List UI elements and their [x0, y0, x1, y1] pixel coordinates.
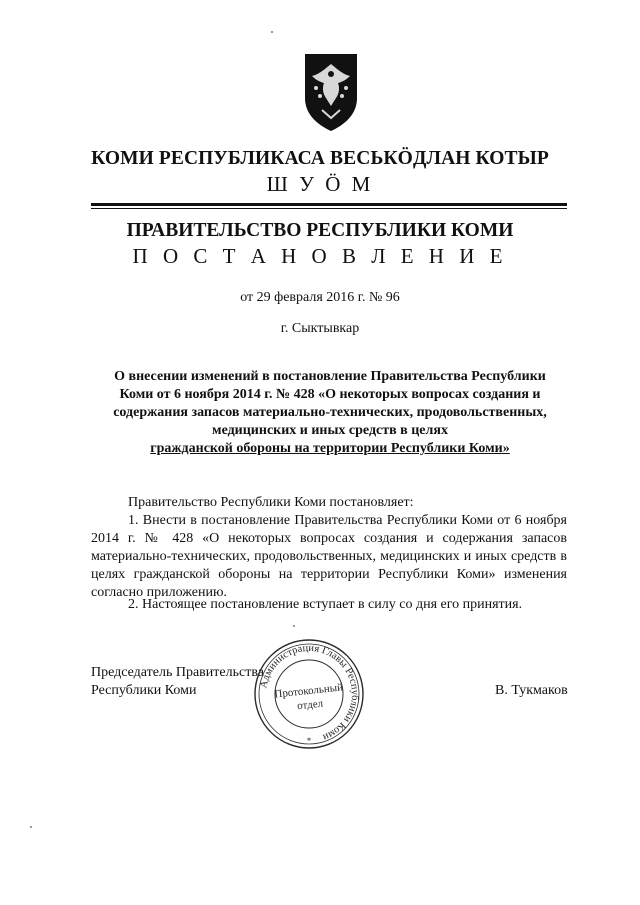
- header-komi-title: КОМИ РЕСПУБЛИКАСА ВЕСЬКӦДЛАН КОТЫР: [91, 148, 549, 169]
- signature-name: В. Тукмаков: [495, 683, 568, 698]
- signature-position-line1: Председатель Правительства: [91, 665, 264, 680]
- signature-position-line2: Республики Коми: [91, 683, 197, 698]
- body-item-1: 1. Внести в постановление Правительства Республики Коми от 6 ноября 2014 г. № 428 «О некоторых вопросах создания и содержания запасов материально-технических, продовольственных, медицинских и иных средств в целях гражданской обороны на территории Республики Коми» изменения согласно приложению.: [91, 513, 567, 600]
- signature-position: [91, 664, 264, 700]
- body-item-2: 2. Настоящее постановление вступает в силу со дня его принятия.: [128, 597, 523, 612]
- body-intro: Правительство Республики Коми постановляет:: [128, 495, 414, 510]
- scan-speck: [30, 826, 32, 828]
- scan-speck: [271, 31, 273, 33]
- header-doc-type: П О С Т А Н О В Л Е Н И Е: [132, 244, 508, 268]
- scan-speck: [293, 625, 295, 627]
- coat-of-arms-emblem: [302, 52, 360, 132]
- header-divider-thin: [91, 208, 567, 209]
- document-title: [110, 368, 550, 458]
- stamp-ring-text: Администрация Главы Республики Коми: [258, 642, 361, 743]
- header-divider-thick: [91, 203, 567, 206]
- document-city: г. Сыктывкар: [280, 321, 360, 336]
- header-komi-doc-type: Ш У Ӧ М: [266, 172, 374, 196]
- document-title-main: О внесении изменений в постановление Правительства Республики Коми от 6 ноября 2014 г. № 428 «О некоторых вопросах создания и содержания запасов материально-технических, продовольственных, медицинских и иных средств в целях: [113, 369, 547, 438]
- stamp-center-line1: Протокольный: [273, 681, 344, 701]
- stamp-center-line2: отдел: [296, 697, 324, 713]
- stamp-star-icon: *: [306, 736, 312, 746]
- official-stamp: [253, 638, 365, 750]
- document-date-number: от 29 февраля 2016 г. № 96: [240, 290, 400, 305]
- document-title-underlined: гражданской обороны на территории Республики Коми»: [150, 441, 510, 456]
- header-government-title: ПРАВИТЕЛЬСТВО РЕСПУБЛИКИ КОМИ: [126, 220, 514, 241]
